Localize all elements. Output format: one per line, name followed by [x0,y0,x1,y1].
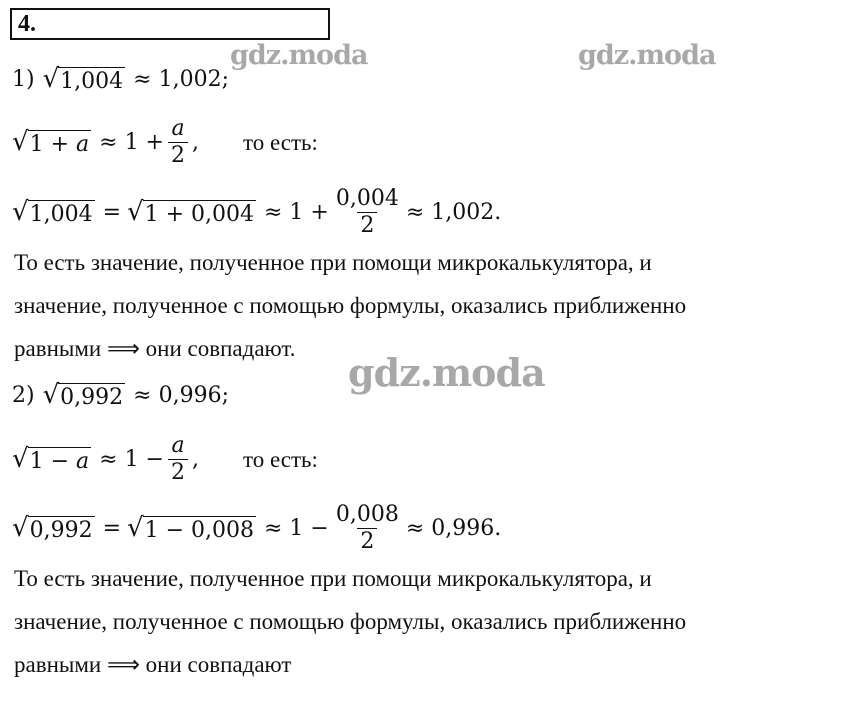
fraction-denominator: 2 [357,528,377,555]
part2-sqrt: √ 0,992 [42,380,124,410]
part1-label: 1) [12,67,35,92]
calc-result: ≈ 1,002. [405,199,502,225]
conclusion1-line1: То есть значение, полученное при помощи микрокалькулятора, и [14,250,652,275]
calc-sqrt-2: √ 1 + 0,004 [127,196,254,227]
conclusion2-line3: равными ⟹ они совпадают [14,652,292,677]
calc-sqrt-radicand: 1,004 [29,201,93,227]
part1-sqrt-radicand: 1,004 [60,69,124,94]
formula-fraction [168,116,188,169]
watermark-logo: gdz.moda [230,40,368,71]
calc-sqrt-2: √ 1 − 0,008 [127,512,254,543]
formula-fraction [168,433,188,486]
part1-sqrt: √ 1,004 [42,64,124,94]
part2-label: 2) [12,383,35,408]
calc-sqrt-radicand: 0,992 [29,517,93,543]
fraction-denominator: 2 [168,142,188,169]
formula-var: a [76,131,90,157]
calc-sqrt-2-radicand: 1 + 0,004 [144,201,254,227]
formula-op: + [50,131,70,157]
conclusion1-line3: равными ⟹ они совпадают. [14,336,296,361]
calc-sqrt-2-radicand: 1 − 0,008 [144,517,254,543]
fraction-numerator: 0,008 [335,502,399,527]
calc-result: ≈ 0,996. [405,515,502,541]
calc-equals: = [102,515,121,541]
part2-approx-line [12,380,229,412]
formula-one: 1 [29,448,44,474]
part1-calc-line [12,186,501,239]
calc-sqrt: √ 1,004 [12,196,93,227]
fraction-numerator: 0,004 [335,186,399,211]
fraction-denominator: 2 [357,212,377,239]
calc-fraction [333,186,402,239]
part1-approx-result: ≈ 1,002; [133,67,229,92]
conclusion2-line1: То есть значение, полученное при помощи микрокалькулятора, и [14,566,652,591]
part2-formula-sqrt: √ 1 − a [12,443,90,474]
that-is-label: то есть: [243,446,318,472]
fraction-numerator: a [171,116,185,141]
calc-equals: = [102,199,121,225]
conclusion2-line2: значение, полученное с помощью формулы, оказались приближенно [14,609,687,634]
part2-formula-line [12,433,318,486]
fraction-numerator: a [171,433,185,458]
part2-calc-line [12,502,501,555]
part2-approx-result: ≈ 0,996; [133,383,229,408]
that-is-label: то есть: [243,129,318,155]
formula-op: − [50,448,70,474]
formula-var: a [76,448,90,474]
part2-sqrt-radicand: 0,992 [60,385,124,410]
formula-approx: ≈ 1 − [99,446,164,472]
task-header-box [10,8,330,40]
calc-approx: ≈ 1 − [263,515,329,541]
part1-formula-sqrt: √ 1 + a [12,126,90,157]
watermark-logo: gdz.moda [578,40,716,71]
formula-comma: , [192,129,199,155]
formula-comma: , [192,446,199,472]
part1-formula-line [12,116,318,169]
calc-fraction [333,502,402,555]
part1-approx-line [12,64,229,96]
conclusion1-line2: значение, полученное с помощью формулы, оказались приближенно [14,293,687,318]
watermark-logo: gdz.moda [348,350,545,395]
fraction-denominator: 2 [168,459,188,486]
task-number: 4. [18,11,36,37]
calc-sqrt: √ 0,992 [12,512,93,543]
formula-approx: ≈ 1 + [99,129,164,155]
calc-approx: ≈ 1 + [263,199,329,225]
formula-one: 1 [29,131,44,157]
